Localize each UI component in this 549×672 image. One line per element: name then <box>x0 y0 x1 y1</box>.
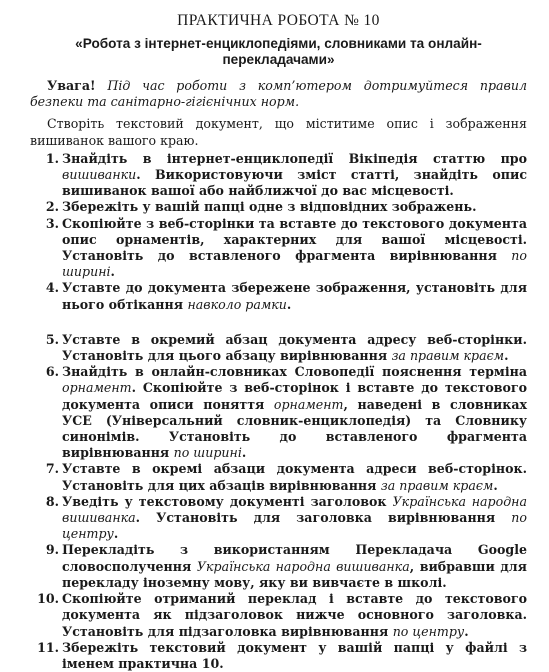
page-subtitle: «Робота з інтернет-енциклопедіями, словниками та онлайн-перекладачами» <box>75 36 482 67</box>
step-text: . Установіть для заголовка вирівнювання <box>135 510 512 526</box>
step-text: практична 10. <box>118 655 224 671</box>
step-number: 6. <box>45 364 59 380</box>
step-text: Перекладача Google <box>355 542 527 558</box>
step-text: Знайдіть в онлайн-словниках <box>62 364 295 380</box>
warning-label: Увага! <box>47 78 96 93</box>
step-number: 2. <box>45 199 59 215</box>
step-text: Українська народна вишиванка <box>196 558 410 574</box>
page-title: ПРАКТИЧНА РОБОТА № 10 <box>177 12 380 29</box>
step-text: , вибравши для перекладу іноземну мову, яку ви вивчаєте в школі. <box>62 558 527 590</box>
step-text: . <box>464 623 469 639</box>
step-item <box>30 199 527 215</box>
step-text: Перекладіть з використанням <box>62 542 356 558</box>
step-text: Уставте в окремий абзац документа адресу веб-сторінки. Установіть для цього абзацу вирівнювання <box>62 331 527 364</box>
step-text: Збережіть текстовий документ у вашій папці у файлі з іменем <box>62 639 527 671</box>
task-intro: Створіть текстовий документ, що міститиме опис і зображення вишиванок вашого краю. <box>30 116 527 148</box>
step-text: по ширині <box>62 248 527 280</box>
step-text: Вікіпедія <box>348 150 418 166</box>
step-text: . Використовуючи зміст статті, знайдіть опис вишиванок вашої або найближчої до вас місцевості. <box>62 167 527 199</box>
step-text: Уведіть у текстовому документі заголовок <box>62 493 393 509</box>
step-text: по ширині <box>173 445 242 461</box>
step-text: статтю про <box>417 150 527 166</box>
warning-text: Під час роботи з комп’ютером дотримуйтеся правил безпеки та санітарно-гігієнічних норм. <box>30 78 527 110</box>
step-text: Українська народна вишиванка <box>62 493 527 526</box>
step-text: орнамент <box>273 396 344 412</box>
step-item <box>30 280 527 312</box>
steps-list <box>30 151 527 672</box>
step-text: Скопіюйте з веб-сторінки та вставте до текстового документа опис орнаментів, характерних для вашої місцевості. Установіть до вставленого фрагмента вирівнювання <box>62 215 527 264</box>
step-text: вишиванки <box>62 167 137 183</box>
step-text: пояснення терміна <box>374 364 527 380</box>
step-number: 4. <box>45 280 59 296</box>
step-number: 7. <box>45 461 59 477</box>
step-text: Уставте до документа збережене зображення, установіть для нього обтікання <box>62 280 527 312</box>
step-item <box>30 216 527 281</box>
safety-warning <box>30 78 527 110</box>
step-number: 8. <box>45 493 59 509</box>
step-text: . <box>286 296 292 312</box>
step-item <box>30 461 527 493</box>
step-text: по центру <box>62 510 527 542</box>
step-text: Словопедії <box>294 364 375 380</box>
step-text: навколо рамки <box>187 296 287 312</box>
step-text: . <box>113 526 119 542</box>
step-item <box>30 151 527 200</box>
step-text: по центру <box>392 623 465 639</box>
step-text: , наведені в словниках <box>343 396 527 412</box>
step-number: 10. <box>37 591 59 607</box>
step-text: . <box>241 445 247 461</box>
step-text: за правим краєм <box>391 348 505 364</box>
step-item <box>30 542 527 591</box>
step-item <box>30 332 527 364</box>
step-text: Словнику синонімів <box>62 412 527 445</box>
step-item <box>30 591 527 640</box>
step-item <box>30 494 527 543</box>
step-item <box>30 364 527 461</box>
step-text: . Скопіюйте з веб-сторінок і вставте до текстового документа описи поняття <box>62 380 527 412</box>
step-text: Уставте в окремі абзаци документа адреси веб-сторінок. Установіть для цих абзаців вирівнювання <box>62 461 527 493</box>
step-number: 3. <box>45 215 59 231</box>
step-item <box>30 640 527 672</box>
step-text: Збережіть у вашій папці одне з відповідних зображень. <box>62 199 477 215</box>
step-text: та <box>411 412 456 428</box>
step-text: . Установіть до вставленого фрагмента вирівнювання <box>62 429 527 461</box>
step-text: . <box>110 264 115 280</box>
step-number: 9. <box>45 542 59 558</box>
step-text: . <box>504 348 509 364</box>
step-text: орнамент <box>62 380 132 396</box>
step-text: . <box>493 477 498 493</box>
step-text: УСЕ (Універсальний словник-енциклопедія) <box>62 412 412 428</box>
step-number: 11. <box>37 639 59 655</box>
step-text: словосполучення <box>62 558 197 574</box>
step-text: Знайдіть в інтернет-енциклопедії <box>62 150 349 166</box>
step-number: 1. <box>45 150 59 166</box>
step-number: 5. <box>45 331 59 347</box>
step-text: Скопіюйте отриманий переклад і вставте до текстового документа як підзаголовок нижче основного заголовка. Установіть для підзаголовка вирівнювання <box>62 591 527 639</box>
step-text: за правим краєм <box>380 477 494 493</box>
